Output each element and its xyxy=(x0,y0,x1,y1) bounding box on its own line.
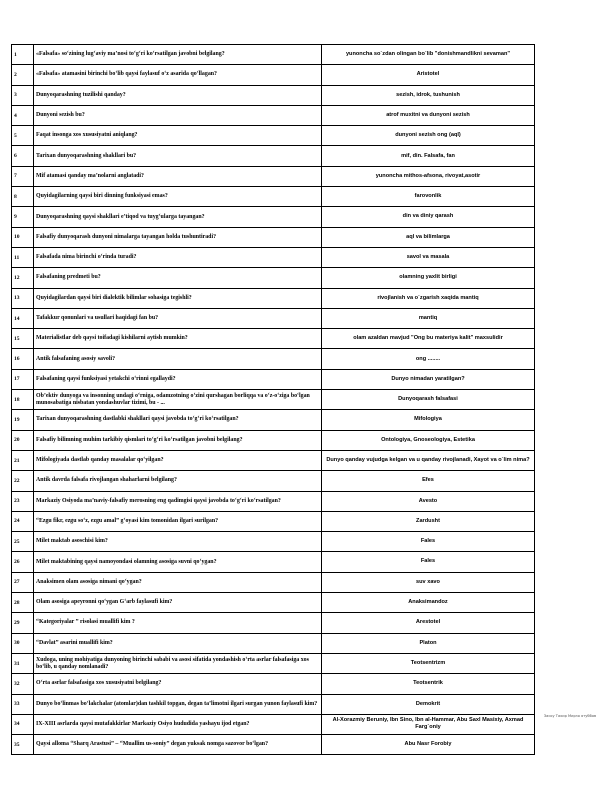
answer-text: Mifologiya xyxy=(322,410,535,430)
question-text: Falsafada nima birinchi o‘rinda turadi? xyxy=(34,247,322,267)
answer-text: savol va masala xyxy=(322,247,535,267)
answer-text: yunoncha so`zdan olingan bo`lib "donishmandlikni sevaman" xyxy=(322,45,535,65)
answer-text: Aristotel xyxy=(322,65,535,85)
question-text: Milet maktabining qaysi namoyondasi olamning asosiga suvni qo‘ygan? xyxy=(34,552,322,572)
answer-text: olam azaldan mavjud "Ong bu materiya kalit" maxsulidir xyxy=(322,329,535,349)
answer-text: aql va bilimlarga xyxy=(322,227,535,247)
question-number: 27 xyxy=(12,572,34,592)
question-number: 19 xyxy=(12,410,34,430)
question-number: 17 xyxy=(12,369,34,389)
answer-text: yunoncha mithos-afsona, rivoyat,asotir xyxy=(322,166,535,186)
question-number: 23 xyxy=(12,491,34,511)
question-number: 24 xyxy=(12,511,34,531)
question-number: 13 xyxy=(12,288,34,308)
question-number: 29 xyxy=(12,613,34,633)
question-number: 8 xyxy=(12,187,34,207)
question-number: 21 xyxy=(12,450,34,470)
question-text: O‘rta asrlar falsafasiga xos xususiyatni belgilang? xyxy=(34,674,322,694)
question-text: Dunyoqarashning qaysi shakllari e’tiqod va tuyg‘ularga tayangan? xyxy=(34,207,322,227)
question-text: Falsafaning qaysi funksiyasi yetakchi o‘rinni egallaydi? xyxy=(34,369,322,389)
question-text: Ob’ektiv dunyoga va insonning undagi o‘rniga, odamzotning o‘zini qurshagan borliqqa va o‘z-o‘ziga bo‘lgan munosabatiga nisbatan yondashuvlar tizimi, bu - ... xyxy=(34,390,322,410)
table-row xyxy=(12,207,535,227)
answer-text: Fales xyxy=(322,532,535,552)
question-number: 26 xyxy=(12,552,34,572)
answer-text: mif, din. Falsafa, fan xyxy=(322,146,535,166)
answer-text: farovonlik xyxy=(322,187,535,207)
table-row xyxy=(12,126,535,146)
answer-text: Anaksimandoz xyxy=(322,593,535,613)
table-row xyxy=(12,268,535,288)
question-number: 7 xyxy=(12,166,34,186)
question-text: Tafakkur qonunlari va usullari haqidagi fan bu? xyxy=(34,308,322,328)
answer-text: suv xavo xyxy=(322,572,535,592)
question-text: Tarixan dunyoqarashning dastlabki shakllari qaysi javobda to‘g‘ri ko‘rsatilgan? xyxy=(34,410,322,430)
answer-text: mantiq xyxy=(322,308,535,328)
question-text: Dunyo bo‘linmas bo‘lakchalar (atomlar)dan tashkil topgan, degan ta’limotni ilgari surgan yunon faylasufi kim? xyxy=(34,694,322,714)
question-text: Mifologiyada dastlab qanday masalalar qo‘yilgan? xyxy=(34,450,322,470)
table-row xyxy=(12,430,535,450)
qa-table-body xyxy=(12,45,535,755)
answer-text: Abu Nasr Forobiy xyxy=(322,735,535,755)
question-number: 18 xyxy=(12,390,34,410)
question-number: 6 xyxy=(12,146,34,166)
answer-text: din va diniy qarash xyxy=(322,207,535,227)
table-row xyxy=(12,511,535,531)
answer-text: Avesto xyxy=(322,491,535,511)
question-text: «Falsafa» so‘zining lug‘aviy ma’nosi to‘g‘ri ko‘rsatilgan javobni belgilang? xyxy=(34,45,322,65)
question-number: 16 xyxy=(12,349,34,369)
answer-text: Fales xyxy=(322,552,535,572)
question-text: Antik falsafaning asosiy savoli? xyxy=(34,349,322,369)
document-page xyxy=(11,44,535,755)
question-number: 14 xyxy=(12,308,34,328)
question-number: 1 xyxy=(12,45,34,65)
table-row xyxy=(12,247,535,267)
answer-text: Demokrit xyxy=(322,694,535,714)
answer-text: Dunyo qanday vujudga kelgan va u qanday rivojlanadi, Xayot va o`lim nima? xyxy=(322,450,535,470)
question-text: Dunyoqarashning tuzilishi qanday? xyxy=(34,85,322,105)
answer-text: Ontologiya, Gnoseologiya, Estetika xyxy=(322,430,535,450)
table-row xyxy=(12,288,535,308)
answer-text: ong ........ xyxy=(322,349,535,369)
table-row xyxy=(12,674,535,694)
table-row xyxy=(12,653,535,673)
question-number: 4 xyxy=(12,105,34,125)
table-row xyxy=(12,146,535,166)
question-text: Milet maktab asoschisi kim? xyxy=(34,532,322,552)
question-text: Falsafaning predmeti bu? xyxy=(34,268,322,288)
question-number: 2 xyxy=(12,65,34,85)
question-number: 5 xyxy=(12,126,34,146)
table-row xyxy=(12,65,535,85)
question-text: Xudoga, uning mohiyatiga dunyoning birinchi sababi va asosi sifatida yondashish o‘rta asrlar falsafasiga xos bo‘lib, u qanday nomlanadi? xyxy=(34,653,322,673)
question-number: 35 xyxy=(12,735,34,755)
question-text: “Kategoriyalar ” risolasi muallifi kim ? xyxy=(34,613,322,633)
table-row xyxy=(12,552,535,572)
table-row xyxy=(12,471,535,491)
question-text: «Falsafa» atamasini birinchi bo‘lib qaysi faylasuf o‘z asarida qo‘llagan? xyxy=(34,65,322,85)
question-text: Qaysi alloma “Sharq Arastusi” – “Muallim us-soniy” degan yuksak nomga sazovor bo‘lgan? xyxy=(34,735,322,755)
question-number: 15 xyxy=(12,329,34,349)
table-row xyxy=(12,633,535,653)
table-row xyxy=(12,410,535,430)
table-row xyxy=(12,85,535,105)
answer-text: Al-Xorazmiy Beruniy, Ibn Sino, Ibn al-Hammar, Abu Saxl Masixiy, Axmad Farg`oniy xyxy=(322,714,535,734)
answer-text: atrof muxitni va dunyoni sezish xyxy=(322,105,535,125)
table-row xyxy=(12,593,535,613)
table-row xyxy=(12,45,535,65)
table-row xyxy=(12,694,535,714)
table-row xyxy=(12,166,535,186)
table-row xyxy=(12,491,535,511)
answer-text: Platon xyxy=(322,633,535,653)
answer-text: Teotsentrik xyxy=(322,674,535,694)
table-row xyxy=(12,369,535,389)
question-text: “Davlat” asarini muallifi kim? xyxy=(34,633,322,653)
question-text: IX-XIII asrlarda qaysi mutafakkirlar Markaziy Osiyo hududida yashayu ijod etgan? xyxy=(34,714,322,734)
table-row xyxy=(12,450,535,470)
answer-text: Dunyo nimadan yaratilgan? xyxy=(322,369,535,389)
side-note: Засоу Тахир Мирзо ятуббов xyxy=(543,714,597,718)
question-number: 20 xyxy=(12,430,34,450)
table-row xyxy=(12,532,535,552)
question-number: 30 xyxy=(12,633,34,653)
question-number: 3 xyxy=(12,85,34,105)
question-number: 28 xyxy=(12,593,34,613)
question-text: “Ezgu fikr, ezgu so‘z, ezgu amal” g‘oyasi kim tomonidan ilgari surilgan? xyxy=(34,511,322,531)
question-text: Mif atamasi qanday ma’nolarni anglatadi? xyxy=(34,166,322,186)
question-number: 32 xyxy=(12,674,34,694)
question-number: 33 xyxy=(12,694,34,714)
question-number: 12 xyxy=(12,268,34,288)
table-row xyxy=(12,105,535,125)
question-text: Olam asosiga apeyronni qo‘ygan G‘arb faylasufi kim? xyxy=(34,593,322,613)
question-text: Anaksimen olam asosiga nimani qo‘ygan? xyxy=(34,572,322,592)
question-number: 34 xyxy=(12,714,34,734)
question-text: Faqat insonga xos xususiyatni aniqlang? xyxy=(34,126,322,146)
question-text: Dunyoni sezish bu? xyxy=(34,105,322,125)
question-number: 11 xyxy=(12,247,34,267)
question-text: Falsafiy dunyoqarash dunyoni nimalarga tayangan holda tushuntiradi? xyxy=(34,227,322,247)
question-text: Quyidagilarning qaysi biri dinning funksiyasi emas? xyxy=(34,187,322,207)
table-row xyxy=(12,572,535,592)
table-row xyxy=(12,349,535,369)
table-row xyxy=(12,390,535,410)
answer-text: olamning yaxlit birligi xyxy=(322,268,535,288)
table-row xyxy=(12,613,535,633)
table-row xyxy=(12,308,535,328)
answer-text: rivojlanish va o`zgarish xaqida mantiq xyxy=(322,288,535,308)
answer-text: Efes xyxy=(322,471,535,491)
table-row xyxy=(12,187,535,207)
question-number: 22 xyxy=(12,471,34,491)
answer-text: Arestotel xyxy=(322,613,535,633)
question-number: 10 xyxy=(12,227,34,247)
question-text: Antik davrda falsafa rivojlangan shaharlarni belgilang? xyxy=(34,471,322,491)
question-text: Falsafiy bilimning muhim tarkibiy qismlari to‘g‘ri ko‘rsatilgan javobni belgilang? xyxy=(34,430,322,450)
answer-text: Dunyoqarash falsafasi xyxy=(322,390,535,410)
table-row xyxy=(12,227,535,247)
question-text: Markaziy Osiyoda ma’naviy-falsafiy merosning eng qadimgisi qaysi javobda to‘g‘ri ko‘rsatilgan? xyxy=(34,491,322,511)
table-row xyxy=(12,329,535,349)
question-number: 9 xyxy=(12,207,34,227)
answer-text: Teotsentrizm xyxy=(322,653,535,673)
question-text: Quyidagilardan qaysi biri dialektik bilimlar sohasiga tegishli? xyxy=(34,288,322,308)
table-row xyxy=(12,714,535,734)
question-number: 25 xyxy=(12,532,34,552)
answer-text: Zardusht xyxy=(322,511,535,531)
question-text: Materialistlar deb qaysi toifadagi kishilarni aytish mumkin? xyxy=(34,329,322,349)
question-text: Tarixan dunyoqarashning shakllari bu? xyxy=(34,146,322,166)
answer-text: sezish, idrok, tushunish xyxy=(322,85,535,105)
answer-text: dunyoni sezish ong (aql) xyxy=(322,126,535,146)
qa-table xyxy=(11,44,535,755)
table-row xyxy=(12,735,535,755)
question-number: 31 xyxy=(12,653,34,673)
